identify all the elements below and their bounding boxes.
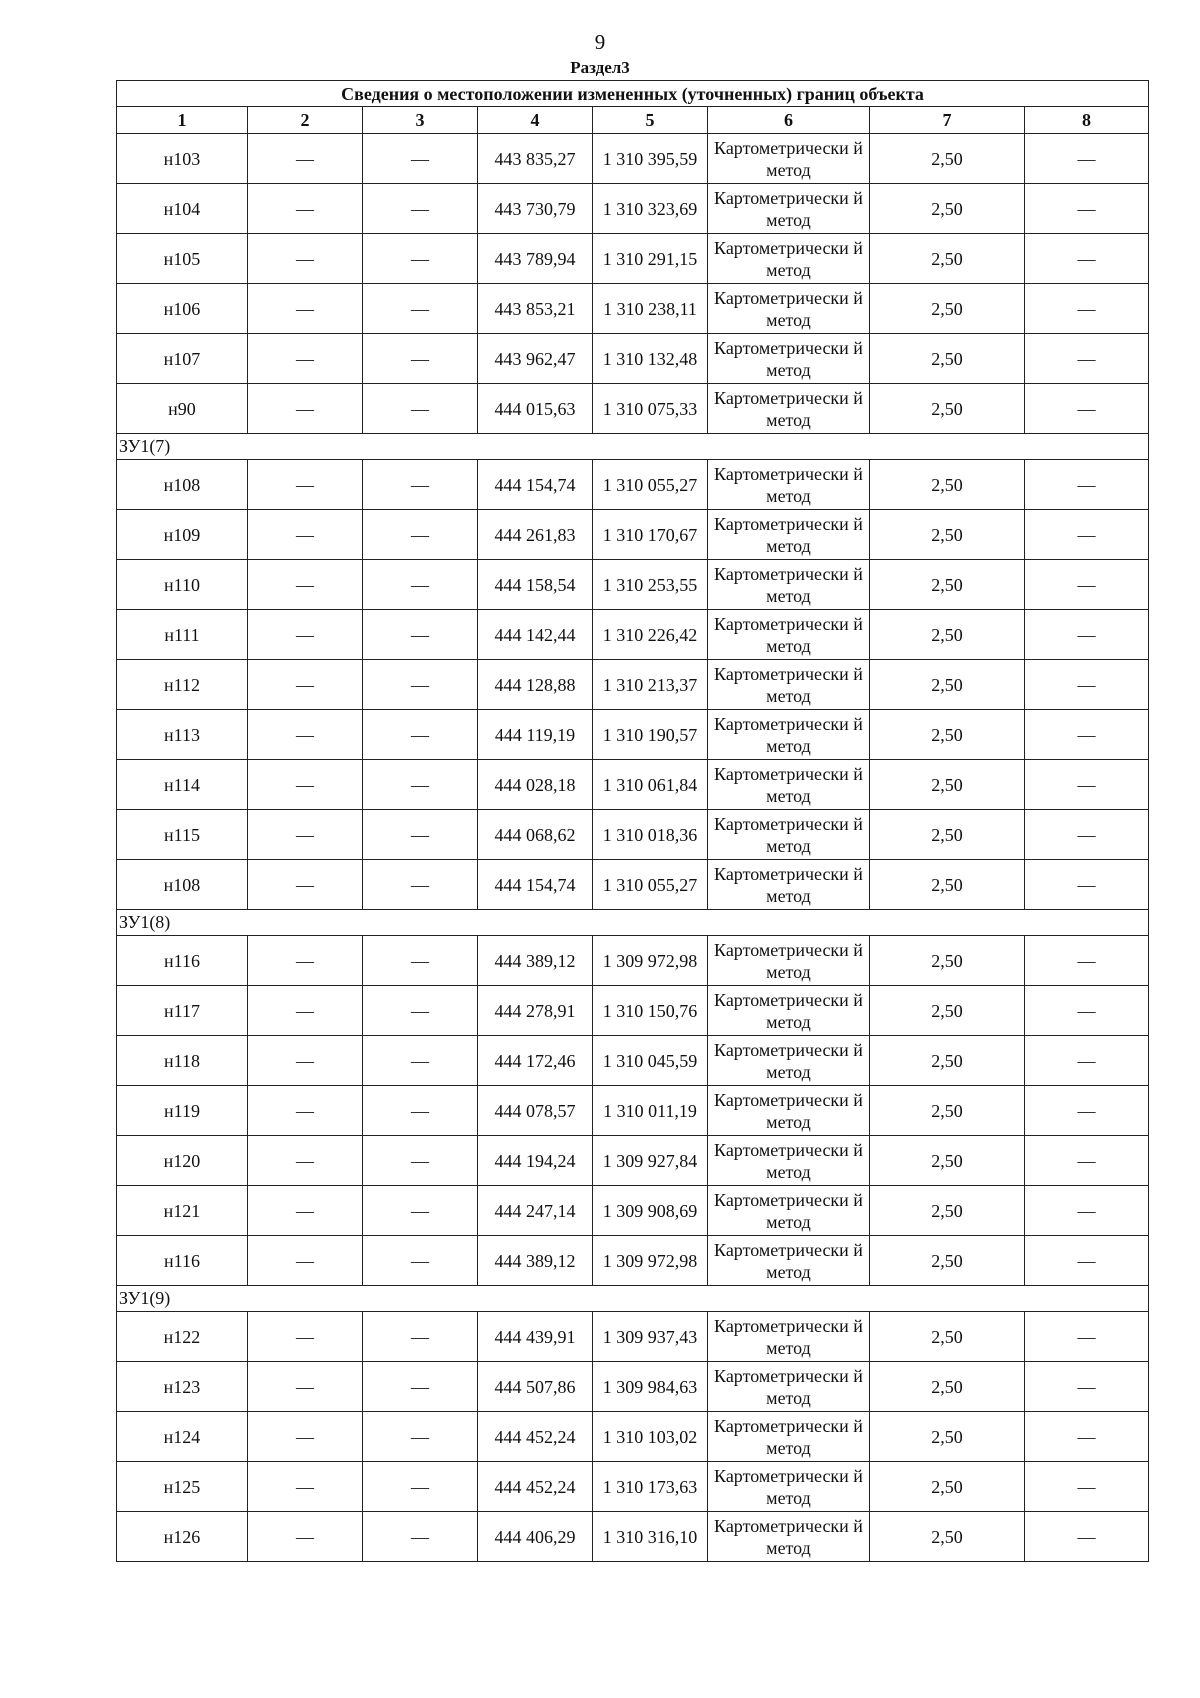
method-cell: Картометрически й метод — [708, 1412, 870, 1462]
cell-col8: — — [1025, 1236, 1149, 1286]
group-header-row — [117, 910, 1149, 936]
method-cell: Картометрически й метод — [708, 384, 870, 434]
point-id-cell: н126 — [117, 1512, 248, 1562]
method-cell: Картометрически й метод — [708, 460, 870, 510]
accuracy-cell: 2,50 — [870, 1236, 1025, 1286]
x-coordinate-cell: 444 028,18 — [478, 760, 593, 810]
point-id-cell: н110 — [117, 560, 248, 610]
x-coordinate-cell: 443 853,21 — [478, 284, 593, 334]
column-header: 7 — [870, 107, 1025, 134]
table-row — [117, 1462, 1149, 1512]
method-cell: Картометрически й метод — [708, 1036, 870, 1086]
y-coordinate-cell: 1 309 927,84 — [593, 1136, 708, 1186]
cell-col8: — — [1025, 1136, 1149, 1186]
method-cell: Картометрически й метод — [708, 710, 870, 760]
table-row — [117, 1512, 1149, 1562]
cell-col3: — — [363, 936, 478, 986]
cell-col2: — — [248, 1036, 363, 1086]
y-coordinate-cell: 1 310 316,10 — [593, 1512, 708, 1562]
y-coordinate-cell: 1 309 972,98 — [593, 1236, 708, 1286]
cell-col8: — — [1025, 1036, 1149, 1086]
cell-col3: — — [363, 1086, 478, 1136]
method-cell: Картометрически й метод — [708, 1312, 870, 1362]
y-coordinate-cell: 1 310 011,19 — [593, 1086, 708, 1136]
table-row — [117, 1036, 1149, 1086]
accuracy-cell: 2,50 — [870, 510, 1025, 560]
y-coordinate-cell: 1 310 226,42 — [593, 610, 708, 660]
section-title: Раздел3 — [570, 58, 630, 77]
method-cell: Картометрически й метод — [708, 860, 870, 910]
cell-col8: — — [1025, 660, 1149, 710]
table-row — [117, 860, 1149, 910]
x-coordinate-cell: 443 835,27 — [478, 134, 593, 184]
group-header-row — [117, 1286, 1149, 1312]
y-coordinate-cell: 1 309 908,69 — [593, 1186, 708, 1236]
cell-col8: — — [1025, 1462, 1149, 1512]
cell-col8: — — [1025, 334, 1149, 384]
x-coordinate-cell: 444 452,24 — [478, 1412, 593, 1462]
cell-col2: — — [248, 1312, 363, 1362]
cell-col8: — — [1025, 1186, 1149, 1236]
table-caption-row — [117, 81, 1149, 107]
table-row — [117, 986, 1149, 1036]
x-coordinate-cell: 444 278,91 — [478, 986, 593, 1036]
point-id-cell: н109 — [117, 510, 248, 560]
point-id-cell: н112 — [117, 660, 248, 710]
cell-col8: — — [1025, 1086, 1149, 1136]
method-cell: Картометрически й метод — [708, 234, 870, 284]
point-id-cell: н121 — [117, 1186, 248, 1236]
cell-col2: — — [248, 1236, 363, 1286]
accuracy-cell: 2,50 — [870, 384, 1025, 434]
accuracy-cell: 2,50 — [870, 710, 1025, 760]
method-cell: Картометрически й метод — [708, 1362, 870, 1412]
cell-col3: — — [363, 1236, 478, 1286]
y-coordinate-cell: 1 310 150,76 — [593, 986, 708, 1036]
point-id-cell: н108 — [117, 460, 248, 510]
cell-col8: — — [1025, 610, 1149, 660]
cell-col8: — — [1025, 1362, 1149, 1412]
cell-col2: — — [248, 1462, 363, 1512]
cell-col3: — — [363, 1512, 478, 1562]
group-label: ЗУ1(7) — [117, 434, 1149, 460]
cell-col8: — — [1025, 860, 1149, 910]
y-coordinate-cell: 1 310 291,15 — [593, 234, 708, 284]
column-header: 1 — [117, 107, 248, 134]
accuracy-cell: 2,50 — [870, 1512, 1025, 1562]
cell-col3: — — [363, 660, 478, 710]
cell-col3: — — [363, 1036, 478, 1086]
cell-col8: — — [1025, 560, 1149, 610]
cell-col2: — — [248, 986, 363, 1036]
point-id-cell: н90 — [117, 384, 248, 434]
cell-col3: — — [363, 284, 478, 334]
x-coordinate-cell: 444 142,44 — [478, 610, 593, 660]
y-coordinate-cell: 1 310 170,67 — [593, 510, 708, 560]
table-row — [117, 134, 1149, 184]
point-id-cell: н116 — [117, 1236, 248, 1286]
x-coordinate-cell: 444 158,54 — [478, 560, 593, 610]
cell-col2: — — [248, 234, 363, 284]
y-coordinate-cell: 1 310 253,55 — [593, 560, 708, 610]
table-row — [117, 810, 1149, 860]
y-coordinate-cell: 1 309 937,43 — [593, 1312, 708, 1362]
point-id-cell: н116 — [117, 936, 248, 986]
accuracy-cell: 2,50 — [870, 284, 1025, 334]
cell-col8: — — [1025, 234, 1149, 284]
y-coordinate-cell: 1 310 055,27 — [593, 860, 708, 910]
accuracy-cell: 2,50 — [870, 1312, 1025, 1362]
cell-col8: — — [1025, 936, 1149, 986]
accuracy-cell: 2,50 — [870, 1036, 1025, 1086]
cell-col2: — — [248, 1362, 363, 1412]
point-id-cell: н118 — [117, 1036, 248, 1086]
method-cell: Картометрически й метод — [708, 1086, 870, 1136]
method-cell: Картометрически й метод — [708, 660, 870, 710]
y-coordinate-cell: 1 310 103,02 — [593, 1412, 708, 1462]
column-header: 8 — [1025, 107, 1149, 134]
cell-col2: — — [248, 560, 363, 610]
method-cell: Картометрически й метод — [708, 760, 870, 810]
column-header: 6 — [708, 107, 870, 134]
x-coordinate-cell: 444 015,63 — [478, 384, 593, 434]
accuracy-cell: 2,50 — [870, 460, 1025, 510]
cell-col2: — — [248, 810, 363, 860]
group-label: ЗУ1(9) — [117, 1286, 1149, 1312]
cell-col8: — — [1025, 760, 1149, 810]
accuracy-cell: 2,50 — [870, 660, 1025, 710]
cell-col8: — — [1025, 384, 1149, 434]
x-coordinate-cell: 444 194,24 — [478, 1136, 593, 1186]
method-cell: Картометрически й метод — [708, 936, 870, 986]
cell-col2: — — [248, 334, 363, 384]
point-id-cell: н103 — [117, 134, 248, 184]
group-label: ЗУ1(8) — [117, 910, 1149, 936]
cell-col8: — — [1025, 460, 1149, 510]
cell-col2: — — [248, 1512, 363, 1562]
table-row — [117, 234, 1149, 284]
y-coordinate-cell: 1 310 173,63 — [593, 1462, 708, 1512]
column-header: 3 — [363, 107, 478, 134]
cell-col3: — — [363, 1462, 478, 1512]
method-cell: Картометрически й метод — [708, 510, 870, 560]
cell-col3: — — [363, 334, 478, 384]
method-cell: Картометрически й метод — [708, 610, 870, 660]
column-header: 5 — [593, 107, 708, 134]
cell-col2: — — [248, 860, 363, 910]
accuracy-cell: 2,50 — [870, 810, 1025, 860]
cell-col8: — — [1025, 1512, 1149, 1562]
x-coordinate-cell: 444 507,86 — [478, 1362, 593, 1412]
accuracy-cell: 2,50 — [870, 234, 1025, 284]
cell-col8: — — [1025, 1312, 1149, 1362]
method-cell: Картометрически й метод — [708, 334, 870, 384]
accuracy-cell: 2,50 — [870, 610, 1025, 660]
point-id-cell: н124 — [117, 1412, 248, 1462]
table-row — [117, 610, 1149, 660]
point-id-cell: н117 — [117, 986, 248, 1036]
point-id-cell: н125 — [117, 1462, 248, 1512]
point-id-cell: н105 — [117, 234, 248, 284]
cell-col3: — — [363, 560, 478, 610]
cell-col3: — — [363, 1136, 478, 1186]
x-coordinate-cell: 444 172,46 — [478, 1036, 593, 1086]
table-row — [117, 1236, 1149, 1286]
y-coordinate-cell: 1 310 190,57 — [593, 710, 708, 760]
accuracy-cell: 2,50 — [870, 1136, 1025, 1186]
method-cell: Картометрически й метод — [708, 1236, 870, 1286]
point-id-cell: н108 — [117, 860, 248, 910]
y-coordinate-cell: 1 310 395,59 — [593, 134, 708, 184]
y-coordinate-cell: 1 309 972,98 — [593, 936, 708, 986]
y-coordinate-cell: 1 310 061,84 — [593, 760, 708, 810]
table-row — [117, 560, 1149, 610]
table-row — [117, 184, 1149, 234]
cell-col2: — — [248, 710, 363, 760]
cell-col3: — — [363, 1362, 478, 1412]
cell-col3: — — [363, 1186, 478, 1236]
page-number: 9 — [594, 30, 606, 54]
accuracy-cell: 2,50 — [870, 1086, 1025, 1136]
point-id-cell: н114 — [117, 760, 248, 810]
accuracy-cell: 2,50 — [870, 1412, 1025, 1462]
cell-col2: — — [248, 134, 363, 184]
table-row — [117, 384, 1149, 434]
cell-col2: — — [248, 1186, 363, 1236]
method-cell: Картометрически й метод — [708, 184, 870, 234]
accuracy-cell: 2,50 — [870, 1362, 1025, 1412]
method-cell: Картометрически й метод — [708, 986, 870, 1036]
cell-col2: — — [248, 936, 363, 986]
column-header: 4 — [478, 107, 593, 134]
y-coordinate-cell: 1 310 055,27 — [593, 460, 708, 510]
x-coordinate-cell: 444 452,24 — [478, 1462, 593, 1512]
x-coordinate-cell: 444 119,19 — [478, 710, 593, 760]
column-header: 2 — [248, 107, 363, 134]
cell-col2: — — [248, 1086, 363, 1136]
cell-col2: — — [248, 184, 363, 234]
point-id-cell: н119 — [117, 1086, 248, 1136]
x-coordinate-cell: 444 439,91 — [478, 1312, 593, 1362]
table-row — [117, 284, 1149, 334]
cell-col3: — — [363, 184, 478, 234]
cell-col8: — — [1025, 184, 1149, 234]
y-coordinate-cell: 1 310 213,37 — [593, 660, 708, 710]
cell-col3: — — [363, 710, 478, 760]
cell-col3: — — [363, 810, 478, 860]
cell-col8: — — [1025, 710, 1149, 760]
x-coordinate-cell: 444 389,12 — [478, 1236, 593, 1286]
point-id-cell: н120 — [117, 1136, 248, 1186]
method-cell: Картометрически й метод — [708, 1136, 870, 1186]
x-coordinate-cell: 443 730,79 — [478, 184, 593, 234]
table-row — [117, 510, 1149, 560]
y-coordinate-cell: 1 309 984,63 — [593, 1362, 708, 1412]
cell-col3: — — [363, 1412, 478, 1462]
method-cell: Картометрически й метод — [708, 1512, 870, 1562]
accuracy-cell: 2,50 — [870, 560, 1025, 610]
cell-col8: — — [1025, 810, 1149, 860]
cell-col2: — — [248, 660, 363, 710]
cell-col2: — — [248, 384, 363, 434]
point-id-cell: н106 — [117, 284, 248, 334]
cell-col3: — — [363, 134, 478, 184]
accuracy-cell: 2,50 — [870, 860, 1025, 910]
cell-col3: — — [363, 510, 478, 560]
group-header-row — [117, 434, 1149, 460]
method-cell: Картометрически й метод — [708, 1462, 870, 1512]
table-row — [117, 1362, 1149, 1412]
cell-col8: — — [1025, 284, 1149, 334]
method-cell: Картометрически й метод — [708, 1186, 870, 1236]
accuracy-cell: 2,50 — [870, 760, 1025, 810]
cell-col8: — — [1025, 134, 1149, 184]
y-coordinate-cell: 1 310 132,48 — [593, 334, 708, 384]
cell-col3: — — [363, 384, 478, 434]
point-id-cell: н111 — [117, 610, 248, 660]
point-id-cell: н104 — [117, 184, 248, 234]
method-cell: Картометрически й метод — [708, 134, 870, 184]
method-cell: Картометрически й метод — [708, 284, 870, 334]
table-row — [117, 1412, 1149, 1462]
accuracy-cell: 2,50 — [870, 184, 1025, 234]
cell-col3: — — [363, 760, 478, 810]
table-body — [117, 134, 1149, 1562]
cell-col3: — — [363, 234, 478, 284]
cell-col3: — — [363, 860, 478, 910]
y-coordinate-cell: 1 310 238,11 — [593, 284, 708, 334]
y-coordinate-cell: 1 310 045,59 — [593, 1036, 708, 1086]
point-id-cell: н122 — [117, 1312, 248, 1362]
accuracy-cell: 2,50 — [870, 134, 1025, 184]
boundary-coordinates-table — [116, 80, 1149, 1562]
table-row — [117, 936, 1149, 986]
cell-col3: — — [363, 610, 478, 660]
table-row — [117, 660, 1149, 710]
cell-col2: — — [248, 760, 363, 810]
x-coordinate-cell: 444 128,88 — [478, 660, 593, 710]
point-id-cell: н123 — [117, 1362, 248, 1412]
point-id-cell: н115 — [117, 810, 248, 860]
x-coordinate-cell: 444 389,12 — [478, 936, 593, 986]
table-title: Сведения о местоположении измененных (уточненных) границ объекта — [117, 81, 1149, 107]
y-coordinate-cell: 1 310 075,33 — [593, 384, 708, 434]
table-row — [117, 1186, 1149, 1236]
cell-col2: — — [248, 610, 363, 660]
point-id-cell: н113 — [117, 710, 248, 760]
x-coordinate-cell: 444 154,74 — [478, 460, 593, 510]
cell-col2: — — [248, 510, 363, 560]
x-coordinate-cell: 444 068,62 — [478, 810, 593, 860]
table-row — [117, 710, 1149, 760]
x-coordinate-cell: 444 154,74 — [478, 860, 593, 910]
cell-col2: — — [248, 1136, 363, 1186]
accuracy-cell: 2,50 — [870, 334, 1025, 384]
table-row — [117, 460, 1149, 510]
cell-col8: — — [1025, 986, 1149, 1036]
x-coordinate-cell: 444 261,83 — [478, 510, 593, 560]
accuracy-cell: 2,50 — [870, 1186, 1025, 1236]
method-cell: Картометрически й метод — [708, 810, 870, 860]
x-coordinate-cell: 444 247,14 — [478, 1186, 593, 1236]
cell-col3: — — [363, 460, 478, 510]
cell-col2: — — [248, 284, 363, 334]
cell-col8: — — [1025, 1412, 1149, 1462]
cell-col3: — — [363, 1312, 478, 1362]
table-row — [117, 760, 1149, 810]
table-row — [117, 1086, 1149, 1136]
table-row — [117, 1312, 1149, 1362]
table-row — [117, 1136, 1149, 1186]
table-row — [117, 334, 1149, 384]
cell-col3: — — [363, 986, 478, 1036]
y-coordinate-cell: 1 310 018,36 — [593, 810, 708, 860]
cell-col2: — — [248, 460, 363, 510]
accuracy-cell: 2,50 — [870, 936, 1025, 986]
x-coordinate-cell: 443 789,94 — [478, 234, 593, 284]
x-coordinate-cell: 444 406,29 — [478, 1512, 593, 1562]
accuracy-cell: 2,50 — [870, 986, 1025, 1036]
x-coordinate-cell: 444 078,57 — [478, 1086, 593, 1136]
method-cell: Картометрически й метод — [708, 560, 870, 610]
column-header-row — [117, 107, 1149, 134]
cell-col8: — — [1025, 510, 1149, 560]
x-coordinate-cell: 443 962,47 — [478, 334, 593, 384]
accuracy-cell: 2,50 — [870, 1462, 1025, 1512]
cell-col2: — — [248, 1412, 363, 1462]
y-coordinate-cell: 1 310 323,69 — [593, 184, 708, 234]
point-id-cell: н107 — [117, 334, 248, 384]
